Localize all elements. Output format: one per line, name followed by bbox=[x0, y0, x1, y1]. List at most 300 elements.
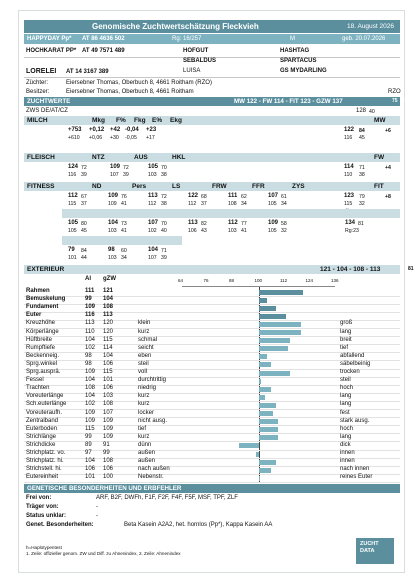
meat-ancestor-value: 107 bbox=[110, 172, 119, 178]
meat-reliability: 72 bbox=[81, 165, 87, 171]
exterior-bar bbox=[256, 452, 258, 457]
fitness-ancestor-value: 106 bbox=[188, 228, 197, 234]
exterior-low-label: außen bbox=[138, 450, 156, 456]
exterior-gzw-value: 104 bbox=[103, 296, 114, 303]
exterior-bar bbox=[259, 435, 278, 440]
animal-rank: Rg: 16/257 bbox=[172, 36, 202, 42]
exterior-al-value: 104 bbox=[85, 458, 96, 465]
fitness-ancestor-value: 105 bbox=[68, 228, 77, 234]
fitness-ancestor-value: 109 bbox=[108, 201, 117, 207]
pedigree-right: SPARTACUS bbox=[280, 58, 317, 64]
exterior-bar bbox=[259, 468, 272, 473]
exterior-al-value: 115 bbox=[85, 425, 95, 432]
animal-bar bbox=[24, 34, 400, 44]
fitness-reliability: 84 bbox=[81, 248, 87, 254]
dam-name: LORELEI bbox=[26, 68, 57, 75]
milk-head-ekg: Ekg bbox=[170, 117, 182, 124]
sire-name: HOCHKARAT PP* bbox=[26, 48, 77, 54]
exterior-high-label: lang bbox=[340, 328, 352, 335]
exterior-trait-name: Fessel bbox=[26, 377, 44, 384]
breeder-value: Eiersebner Thomas, Oberbuch 8, 4661 Roitham (RZO) bbox=[66, 80, 212, 86]
exterior-bar bbox=[259, 395, 265, 400]
exterior-high-label: abfallend bbox=[340, 352, 365, 359]
exterior-al-value: 99 bbox=[85, 296, 92, 303]
milk-mw: 122 bbox=[344, 127, 355, 133]
fitness-value: 112 bbox=[228, 220, 238, 226]
fitness-ancestor-value: 103 bbox=[108, 255, 117, 261]
animal-born: geb. 20.07.2026 bbox=[342, 36, 386, 42]
fitness-value: 104 bbox=[108, 220, 119, 226]
milk-ancestor-value: +0,06 bbox=[89, 135, 103, 141]
milk-mw-reliability: 84 bbox=[359, 128, 365, 134]
exterior-low-label: kurz bbox=[138, 328, 150, 335]
exterior-gzw-value: 120 bbox=[103, 320, 114, 327]
exterior-high-label: innen bbox=[340, 450, 355, 456]
meat-ancestor-value: 103 bbox=[148, 172, 157, 178]
milk-mw-diff: +6 bbox=[385, 128, 391, 134]
exterior-bar bbox=[259, 460, 276, 465]
fitness-value: 122 bbox=[188, 193, 199, 199]
exterior-low-label: nicht ausg. bbox=[138, 417, 168, 424]
exterior-gzw-value: 99 bbox=[103, 450, 110, 456]
fitness-reliability: 61 bbox=[281, 194, 287, 200]
milk-section bbox=[24, 116, 400, 125]
exterior-section bbox=[24, 265, 414, 274]
animal-id: AT 86 4636 502 bbox=[82, 36, 125, 42]
exterior-high-label: trocken bbox=[340, 369, 360, 375]
row-divider bbox=[24, 482, 400, 483]
axis-tick-label: 112 bbox=[280, 278, 288, 283]
fitness-ancestor-reliability: 38 bbox=[161, 201, 167, 207]
fitness-ancestor-value: 101 bbox=[68, 255, 77, 261]
breeder-label: Züchter: bbox=[26, 80, 49, 86]
milk-value: +42 bbox=[110, 127, 121, 133]
exterior-high-label: tief bbox=[340, 344, 349, 351]
exterior-bar bbox=[259, 387, 272, 392]
fitness-head: LS bbox=[172, 183, 181, 190]
meat-ancestor-fw: 110 bbox=[344, 172, 353, 178]
footnote-1: h=Haplotypentest bbox=[26, 545, 62, 550]
fitness-ancestor-reliability: 39 bbox=[161, 255, 167, 261]
exterior-low-label: niedrig bbox=[138, 385, 157, 392]
exterior-bar bbox=[259, 419, 278, 424]
exterior-gzw-value: 108 bbox=[103, 458, 114, 465]
exterior-bar bbox=[259, 403, 276, 408]
fitness-value: 134 bbox=[345, 220, 356, 226]
fitness-reliability: 82 bbox=[201, 221, 207, 227]
exterior-low-label: locker bbox=[138, 409, 155, 416]
genetic-band-title: GENETISCHE BESONDERHEITEN UND ERBFEHLER bbox=[27, 485, 182, 492]
exterior-bar bbox=[259, 354, 268, 359]
exterior-high-label: lang bbox=[340, 393, 352, 400]
meat-head: NTZ bbox=[92, 154, 105, 161]
exterior-bar bbox=[259, 298, 268, 303]
exterior-high-label: breit bbox=[340, 336, 352, 343]
fitness-reliability: 80 bbox=[81, 221, 87, 227]
exterior-summary: 121 - 104 - 108 - 113 bbox=[320, 266, 381, 273]
genetic-traits-value: Beta Kasein A2A2, het. hornlos (Pp*), Kappa Kasein AA bbox=[124, 522, 273, 528]
exterior-al-value: 98 bbox=[85, 352, 92, 359]
fitness-ancestor-value: 103 bbox=[108, 228, 117, 234]
fitness-reliability: 70 bbox=[161, 221, 167, 227]
zws-reliability: 40 bbox=[369, 109, 375, 115]
exterior-gzw-value: 107 bbox=[103, 409, 114, 416]
milk-value: +753 bbox=[68, 127, 82, 133]
meat-head: HKL bbox=[172, 154, 186, 161]
free-of-value: ARF, B2F, DWFh, F1F, F2F, F4F, F5F, MSF, TPF, ZLF bbox=[96, 495, 238, 501]
exterior-al-value: 110 bbox=[85, 328, 95, 335]
fitness-head: FFR bbox=[252, 183, 265, 190]
fitness-ancestor-reliability: 34 bbox=[121, 255, 127, 261]
axis-tick-label: 64 bbox=[178, 278, 184, 283]
fitness-ancestor-value: 108 bbox=[228, 201, 237, 207]
exterior-trait-name: Bemuskelung bbox=[26, 296, 66, 303]
exterior-al-value: 104 bbox=[85, 377, 96, 384]
carrier-label: Träger von: bbox=[26, 504, 59, 510]
exterior-gzw-value: 103 bbox=[103, 393, 114, 400]
fitness-ancestor-reliability: 41 bbox=[121, 228, 127, 234]
exterior-gzw-value: 115 bbox=[103, 369, 113, 375]
meat-ancestor-reliability: 38 bbox=[161, 172, 167, 178]
exterior-low-label: kurz bbox=[138, 393, 150, 400]
exterior-trait-name: Körperlänge bbox=[26, 328, 59, 335]
fitness-reliability: 77 bbox=[241, 221, 247, 227]
fitness-ancestor-reliability: 34 bbox=[281, 201, 287, 207]
fitness-ancestor-reliability: 34 bbox=[241, 201, 247, 207]
exterior-high-label: lang bbox=[340, 433, 352, 440]
footnote-2: 1. Zeile: offizieller genom. ZW und Diff. zu Ahnenindex, 2. Zeile: Ahnenindex bbox=[26, 551, 181, 556]
exterior-low-label: schmal bbox=[138, 336, 158, 343]
breeding-values-summary: MW 122 - FW 114 - FIT 123 - GZW 137 bbox=[234, 98, 343, 105]
exterior-bar bbox=[259, 290, 304, 295]
exterior-gzw-value: 106 bbox=[103, 466, 114, 473]
exterior-al-value: 89 bbox=[85, 441, 92, 448]
exterior-bar bbox=[259, 411, 274, 416]
fitness-label: FITNESS bbox=[27, 183, 55, 190]
fitness-value: 111 bbox=[228, 193, 238, 199]
exterior-low-label: Nebenstr. bbox=[138, 474, 164, 481]
axis-tick-label: 136 bbox=[331, 278, 339, 283]
dam-dam: GS MYDARLING bbox=[280, 68, 327, 74]
fitness-ancestor-value: 102 bbox=[148, 228, 157, 234]
exterior-al-value: 109 bbox=[85, 304, 96, 311]
exterior-bar bbox=[259, 379, 261, 384]
exterior-al-value: 102 bbox=[85, 344, 96, 351]
exterior-low-label: durchtrittig bbox=[138, 377, 167, 384]
meat-reliability: 70 bbox=[161, 165, 167, 171]
logo-text: ZUCHT bbox=[360, 541, 379, 547]
axis-tick-label: 100 bbox=[254, 278, 263, 283]
exterior-gzw-value: 114 bbox=[103, 344, 113, 351]
meat-value: 124 bbox=[68, 164, 79, 170]
exterior-al-value: 108 bbox=[85, 385, 96, 392]
fitness-head: FRW bbox=[212, 183, 227, 190]
exterior-low-label: kurz bbox=[138, 433, 150, 440]
dam-id: AT 14 3167 389 bbox=[66, 69, 109, 75]
sire-sire: HOFGUT bbox=[183, 48, 209, 54]
meat-head: AUS bbox=[134, 154, 148, 161]
fitness-value: 105 bbox=[68, 220, 79, 226]
exterior-high-label: hoch bbox=[340, 425, 354, 432]
fitness-value: 79 bbox=[68, 247, 75, 253]
exterior-trait-name: Euterboden bbox=[26, 425, 58, 432]
exterior-low-label: kurz bbox=[138, 401, 150, 408]
exterior-al-value: 109 bbox=[85, 417, 96, 424]
exterior-al-value: 111 bbox=[85, 288, 95, 294]
meat-ancestor-reliability: 39 bbox=[81, 172, 87, 178]
owner-region: RZO bbox=[388, 89, 401, 95]
fitness-value: 113 bbox=[148, 193, 158, 199]
pedigree-left: SEBALDUS bbox=[183, 58, 217, 64]
fitness-section bbox=[24, 182, 400, 191]
milk-ancestor-mw: 116 bbox=[344, 135, 353, 141]
meat-label: FLEISCH bbox=[27, 154, 55, 161]
breeding-values-band bbox=[24, 97, 405, 106]
status-label: Status unklar: bbox=[26, 513, 67, 519]
exterior-trait-name: Zentralband bbox=[26, 417, 59, 424]
fitness-ancestor-reliability: 40 bbox=[161, 228, 167, 234]
fitness-value: 104 bbox=[148, 247, 159, 253]
exterior-trait-name: Trachten bbox=[26, 385, 50, 392]
exterior-trait-name: Voreuteraufh. bbox=[26, 409, 63, 416]
exterior-gzw-value: 104 bbox=[103, 352, 114, 359]
fitness-rank: Rg:23 bbox=[345, 228, 359, 234]
meat-value: 109 bbox=[110, 164, 121, 170]
milk-label: MILCH bbox=[27, 117, 48, 124]
fitness-ancestor-reliability: 45 bbox=[81, 228, 87, 234]
fitness-ancestor-value: 112 bbox=[148, 201, 157, 207]
exterior-low-label: tief bbox=[138, 425, 147, 432]
fitness-reliability: 81 bbox=[358, 221, 364, 227]
fitness-ancestor-fit: 115 bbox=[344, 201, 353, 207]
fitness-ancestor-reliability: 37 bbox=[81, 201, 87, 207]
exterior-gzw-value: 108 bbox=[103, 304, 114, 311]
milk-ancestor-value: -0,05 bbox=[125, 135, 137, 141]
breeding-values-title: ZUCHTWERTE bbox=[27, 98, 71, 105]
meat-value: 105 bbox=[148, 164, 159, 170]
fitness-value: 112 bbox=[68, 193, 78, 199]
status-value: - bbox=[96, 513, 98, 519]
exterior-gzw-value: 91 bbox=[103, 441, 110, 448]
exterior-gzw-value: 109 bbox=[103, 425, 114, 432]
exterior-trait-name: Strichstell. hi. bbox=[26, 466, 62, 473]
exterior-low-label: steil bbox=[138, 360, 149, 367]
exterior-trait-name: Strichplatz. hi. bbox=[26, 458, 64, 465]
exterior-low-label: voll bbox=[138, 369, 148, 375]
gzw-sign: + bbox=[402, 98, 405, 104]
milk-head-mkg: Mkg bbox=[92, 117, 105, 124]
milk-ancestor-reliability: 45 bbox=[359, 135, 365, 141]
exterior-gzw-value: 100 bbox=[103, 474, 114, 481]
exterior-al-value: 109 bbox=[85, 409, 96, 416]
exterior-bar bbox=[239, 443, 258, 448]
exterior-low-label: nach außen bbox=[138, 466, 170, 473]
exterior-trait-name: Voreuterlänge bbox=[26, 393, 64, 400]
exterior-col-gzw: gZW bbox=[103, 276, 116, 282]
fitness-ancestor-value: 105 bbox=[268, 201, 277, 207]
exterior-high-label: innen bbox=[340, 458, 355, 465]
fitness-reliability: 60 bbox=[121, 248, 127, 254]
owner-label: Besitzer: bbox=[26, 89, 50, 95]
exterior-bar bbox=[259, 346, 289, 351]
exterior-al-value: 106 bbox=[85, 466, 96, 473]
exterior-gzw-value: 120 bbox=[103, 328, 114, 335]
fitness-reliability: 67 bbox=[81, 194, 87, 200]
meat-section bbox=[24, 153, 400, 162]
fitness-value: 109 bbox=[108, 193, 119, 199]
fitness-ancestor-reliability: 43 bbox=[201, 228, 207, 234]
exterior-bar bbox=[259, 338, 291, 343]
exterior-bar bbox=[259, 362, 272, 367]
zuchtdata-logo bbox=[356, 538, 394, 564]
carrier-value: - bbox=[96, 504, 98, 510]
milk-ancestor-value: +30 bbox=[110, 135, 119, 141]
axis-tick-label: 88 bbox=[229, 278, 235, 283]
exterior-bar bbox=[259, 476, 260, 481]
report-header bbox=[24, 20, 400, 33]
fitness-ancestor-value: 112 bbox=[188, 201, 197, 207]
meat-fw-diff: +4 bbox=[385, 165, 391, 171]
milk-head-fkg: Fkg bbox=[134, 117, 146, 124]
milk-head-ep: E% bbox=[152, 117, 163, 124]
divider bbox=[24, 77, 400, 78]
fitness-value: 113 bbox=[188, 220, 198, 226]
exterior-al-value: 104 bbox=[85, 393, 96, 400]
animal-name: HAPPYDAY Pp* bbox=[27, 36, 72, 42]
exterior-trait-name: Euter bbox=[26, 312, 42, 319]
free-of-label: Frei von: bbox=[26, 495, 52, 501]
exterior-bar bbox=[259, 371, 291, 376]
fitness-fit-reliability: 79 bbox=[359, 194, 365, 200]
fitness-head: ND bbox=[92, 183, 102, 190]
exterior-gzw-value: 109 bbox=[103, 417, 114, 424]
milk-ancestor-value: +610 bbox=[68, 135, 80, 141]
exterior-high-label: säbelbeinig bbox=[340, 360, 371, 367]
meat-ancestor-fw-reliability: 38 bbox=[359, 172, 365, 178]
axis-tick-label: 76 bbox=[203, 278, 209, 283]
milk-head-mw: MW bbox=[374, 117, 386, 124]
sire-id: AT 49 7571 489 bbox=[82, 48, 125, 54]
zws-value: 128 bbox=[356, 108, 367, 114]
milk-ancestor-value: +17 bbox=[146, 135, 155, 141]
exterior-bar bbox=[259, 427, 278, 432]
fitness-ancestor-reliability: 41 bbox=[241, 228, 247, 234]
exterior-low-label: klein bbox=[138, 320, 151, 327]
exterior-label: EXTERIEUR bbox=[27, 266, 65, 273]
fitness-reliability: 73 bbox=[121, 221, 127, 227]
fitness-reliability: 62 bbox=[241, 194, 247, 200]
exterior-trait-name: Strichdicke bbox=[26, 441, 56, 448]
meat-fw: 114 bbox=[344, 164, 354, 170]
exterior-low-label: außen bbox=[138, 458, 156, 465]
meat-ancestor-value: 116 bbox=[68, 172, 77, 178]
animal-sex: M bbox=[290, 36, 295, 42]
exterior-low-label: seicht bbox=[138, 344, 154, 351]
exterior-trait-name: Rahmen bbox=[26, 288, 50, 294]
exterior-gzw-value: 115 bbox=[103, 336, 113, 343]
zws-label: ZWS DE/AT/CZ bbox=[26, 108, 68, 114]
meat-ancestor-reliability: 39 bbox=[123, 172, 129, 178]
exterior-high-label: dick bbox=[340, 441, 351, 448]
milk-value: -0,04 bbox=[125, 127, 139, 133]
exterior-al-value: 102 bbox=[85, 401, 96, 408]
row-divider bbox=[24, 312, 400, 313]
exterior-col-al: Al bbox=[85, 276, 91, 282]
exterior-al-value: 99 bbox=[85, 433, 92, 440]
fitness-head: ZYS bbox=[292, 183, 305, 190]
exterior-bar bbox=[259, 322, 302, 327]
exterior-al-value: 109 bbox=[85, 369, 96, 375]
exterior-trait-name: Fundament bbox=[26, 304, 59, 311]
fitness-ancestor-value: 107 bbox=[148, 255, 157, 261]
fitness-reliability: 72 bbox=[161, 194, 167, 200]
exterior-trait-name: Sch.euterlänge bbox=[26, 401, 67, 408]
fitness-head-fit: FIT bbox=[374, 183, 384, 190]
exterior-gzw-value: 106 bbox=[103, 385, 114, 392]
meat-reliability: 72 bbox=[123, 165, 129, 171]
fitness-reliability: 71 bbox=[161, 248, 167, 254]
exterior-high-label: stark ausg. bbox=[340, 417, 370, 424]
fitness-ancestor-reliability: 37 bbox=[201, 201, 207, 207]
exterior-high-label: fest bbox=[340, 409, 350, 416]
meat-fw-reliability: 71 bbox=[359, 165, 365, 171]
exterior-al-value: 116 bbox=[85, 312, 95, 319]
report-title: Genomische Zuchtwertschätzung Fleckvieh bbox=[92, 22, 259, 31]
exterior-gzw-value: 109 bbox=[103, 433, 114, 440]
axis-tick-label: 124 bbox=[305, 278, 314, 283]
fitness-ancestor-fit-reliability: 32 bbox=[359, 201, 365, 207]
genetic-traits-label: Genet. Besonderheiten: bbox=[26, 522, 94, 528]
exterior-al-value: 101 bbox=[85, 474, 96, 481]
exterior-gzw-value: 106 bbox=[103, 360, 114, 367]
exterior-low-label: eben bbox=[138, 352, 152, 359]
milk-value: +23 bbox=[146, 127, 157, 133]
exterior-high-label: lang bbox=[340, 401, 352, 408]
exterior-trait-name: Beckenneig. bbox=[26, 352, 60, 359]
fitness-ancestor-reliability: 44 bbox=[81, 255, 87, 261]
fitness-reliability: 76 bbox=[121, 194, 127, 200]
sire-dam: HASHTAG bbox=[280, 48, 310, 54]
genetic-band bbox=[24, 484, 400, 493]
meat-head-fw: FW bbox=[374, 154, 385, 161]
logo-text: DATA bbox=[360, 548, 375, 554]
exterior-high-label: groß bbox=[340, 320, 353, 327]
exterior-high-label: steil bbox=[340, 377, 351, 384]
exterior-gzw-value: 101 bbox=[103, 377, 114, 384]
fitness-value: 98 bbox=[108, 247, 115, 253]
fitness-ancestor-reliability: 32 bbox=[281, 228, 287, 234]
exterior-trait-name: Kreuzhöhe bbox=[26, 320, 56, 327]
fitness-ancestor-reliability: 41 bbox=[121, 201, 127, 207]
exterior-gzw-value: 121 bbox=[103, 288, 114, 294]
exterior-bar bbox=[259, 330, 302, 335]
exterior-high-label: hoch bbox=[340, 385, 354, 392]
fitness-reliability: 68 bbox=[201, 194, 207, 200]
fitness-value: 107 bbox=[268, 193, 279, 199]
exterior-high-label: nach innen bbox=[340, 466, 370, 473]
exterior-trait-name: Rumpftiefe bbox=[26, 344, 56, 351]
exterior-bar bbox=[259, 306, 276, 311]
exterior-high-label: reines Euter bbox=[340, 474, 373, 481]
exterior-trait-name: Strichlänge bbox=[26, 433, 57, 440]
exterior-bar bbox=[259, 314, 287, 319]
fitness-fit: 123 bbox=[344, 193, 355, 199]
exterior-gzw-value: 108 bbox=[103, 401, 114, 408]
fitness-ancestor-value: 115 bbox=[68, 201, 77, 207]
exterior-al-value: 113 bbox=[85, 320, 95, 327]
fitness-ancestor-value: 103 bbox=[228, 228, 237, 234]
exterior-low-label: dünn bbox=[138, 441, 152, 448]
